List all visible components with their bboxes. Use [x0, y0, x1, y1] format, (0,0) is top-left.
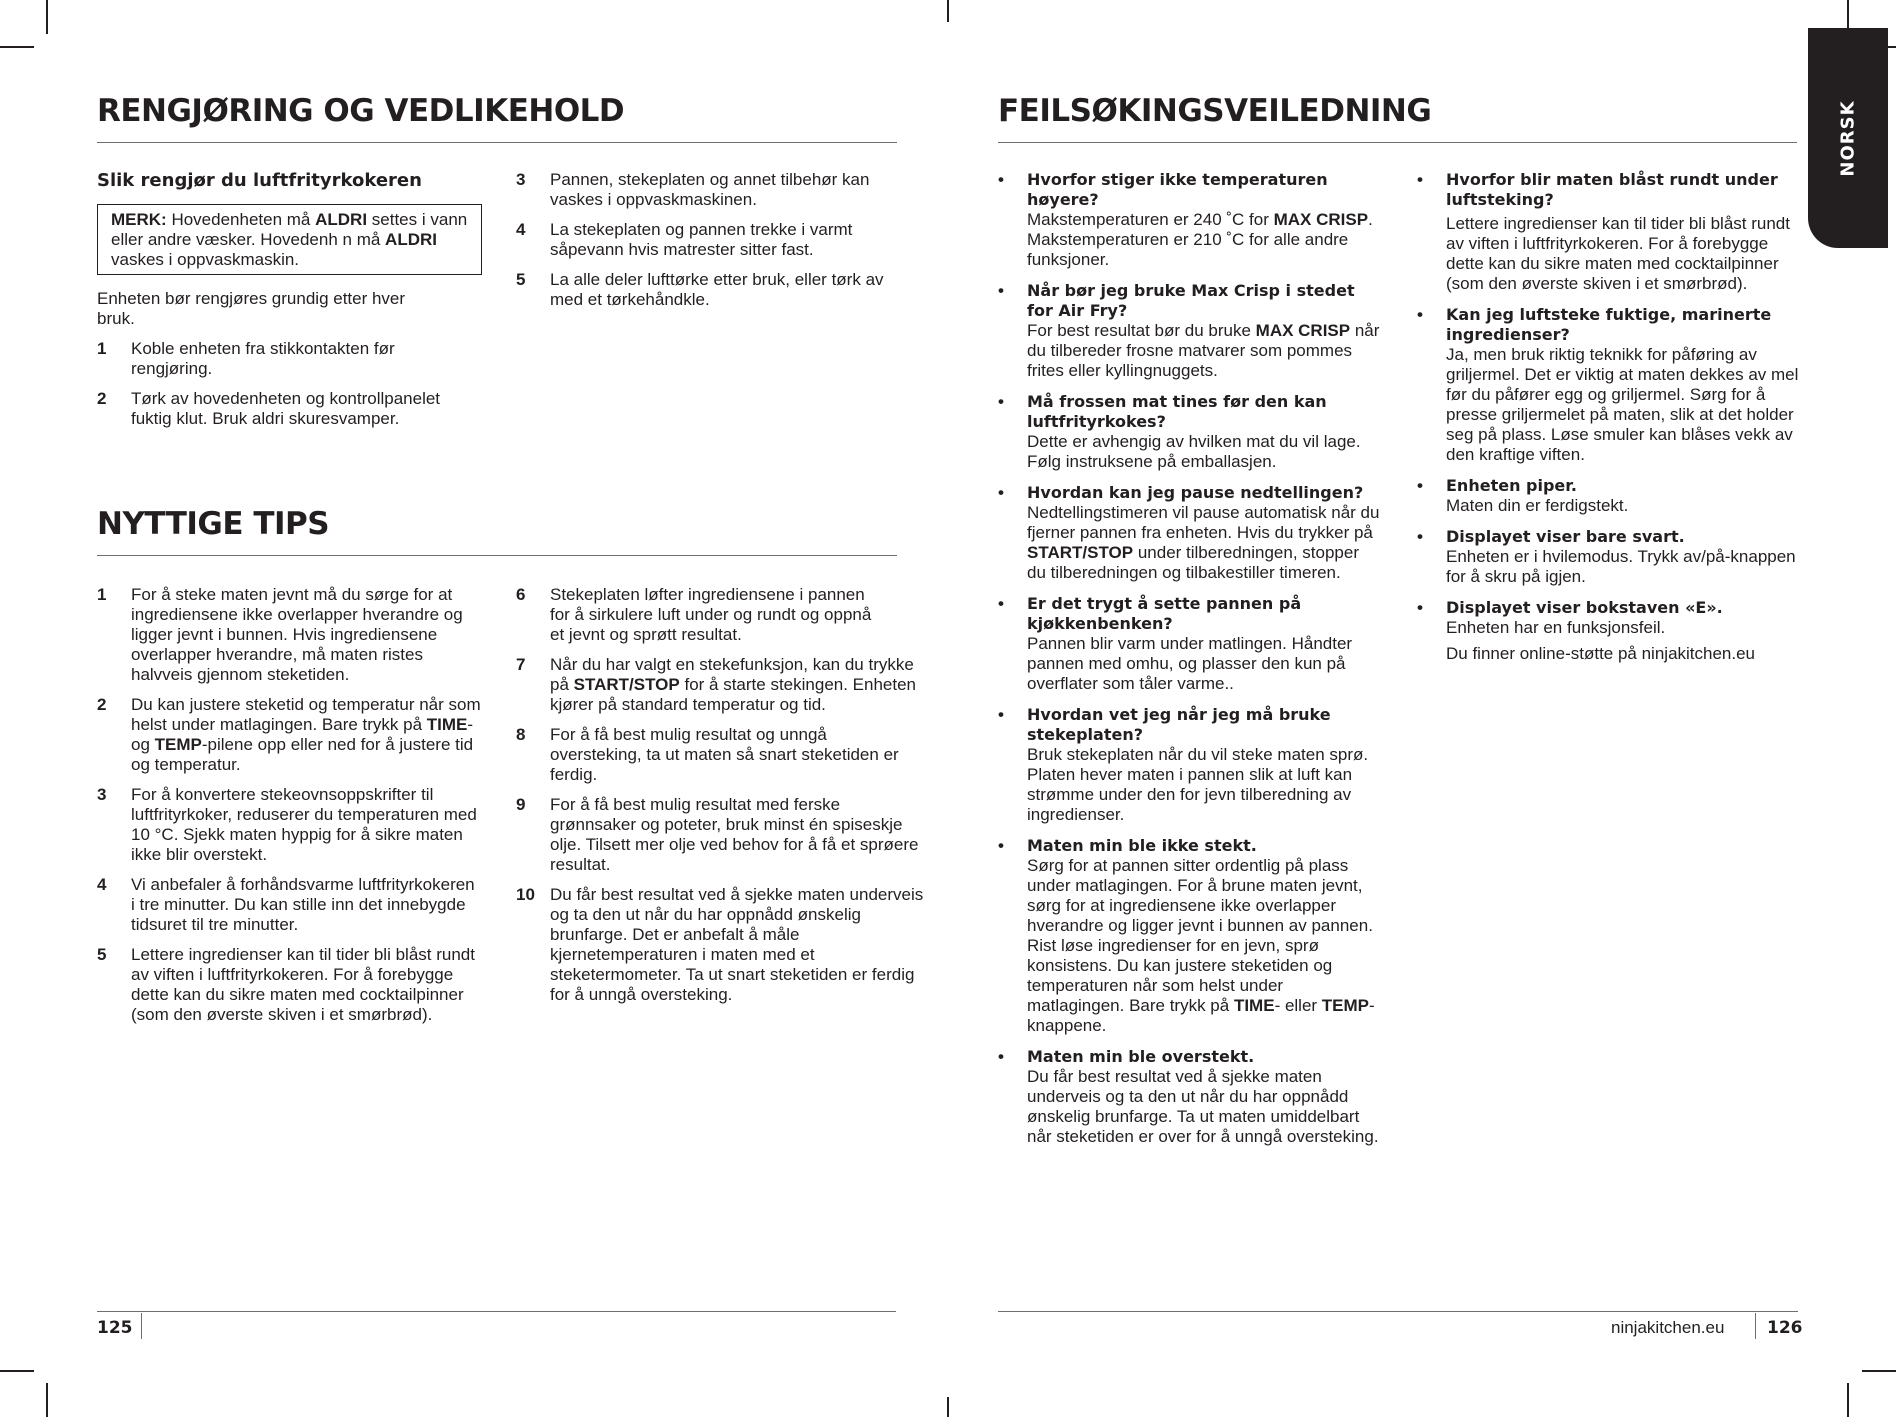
note-bold: ALDRI: [385, 230, 437, 249]
note-text: settes i vann eller andre væsker. Hovedenh n må: [111, 210, 468, 249]
answer-bold: MAX CRISP: [1273, 210, 1369, 229]
step-text: La alle deler lufttørke etter bruk, eller tørk av med et tørkehåndkle.: [550, 270, 884, 309]
answer-bold: START/STOP: [1027, 543, 1134, 562]
tip-text: Stekeplaten løfter ingrediensene i pannen for å sirkulere luft under og rundt og oppnå et jevnt og sprøtt resultat.: [550, 585, 872, 644]
note-text: Hovedenheten må: [166, 210, 316, 229]
answer-text: -knappene.: [1027, 996, 1375, 1035]
tip-number: 10: [516, 885, 535, 904]
faq-answer: Maten din er ferdigstekt.: [1446, 496, 1629, 515]
step-text: La stekeplaten og pannen trekke i varmt såpevann hvis matrester sitter fast.: [550, 220, 853, 259]
tip-number: 4: [97, 875, 107, 894]
bullet: •: [998, 392, 1004, 411]
faq-question: Hvordan vet jeg når jeg må bruke stekeplaten?: [1027, 705, 1331, 744]
faq-question: Hvordan kan jeg pause nedtellingen?: [1027, 483, 1364, 502]
cleaning-step: [516, 170, 900, 210]
crop-mark: [46, 1383, 48, 1417]
tip-text: For å konvertere stekeovnsoppskrifter til luftfrityrkoker, reduserer du temperaturen med 10 °C. Sjekk maten hyppig for å sikre maten ikke blir overstekt.: [131, 785, 477, 864]
tip-text: For å få best mulig resultat og unngå oversteking, ta ut maten så snart steketiden er ferdig.: [550, 725, 899, 784]
faq-answer: Ja, men bruk riktig teknikk for påføring av griljermel. Det er viktig at maten dekkes av mel før du påfører egg og griljermel. Sørg for å presse griljermelet på maten, slik at det holder seg på plass. Løse smuler kan blåses vekk av den kraftige viften.: [1446, 345, 1799, 464]
tip-item: [97, 695, 487, 775]
tip-number: 8: [516, 725, 526, 744]
tip-text: Lettere ingredienser kan til tider bli blåst rundt av viften i luftfrityrkokeren. For å forebygge dette kan du sikre maten med cocktailpinner (som den øverste skiven i et smørbrød).: [131, 945, 475, 1024]
faq-item: [1417, 527, 1802, 587]
language-tab-label: NORSK: [1837, 99, 1859, 177]
tip-item: [516, 725, 920, 785]
faq-answer: Lettere ingredienser kan til tider bli blåst rundt av viften i luftfrityrkokeren. For å forebygge dette kan du sikre maten med cocktailpinner (som den øverste skiven i et smørbrød).: [1446, 214, 1790, 293]
cleaning-title-rule: [97, 142, 897, 143]
crop-mark: [0, 46, 34, 48]
troubleshooting-title-rule: [998, 142, 1797, 143]
crop-mark: [947, 0, 949, 22]
tip-number: 2: [97, 695, 107, 714]
faq-answer: [1027, 321, 1381, 381]
tip-item: [97, 945, 491, 1025]
bullet: •: [1417, 305, 1423, 324]
faq-answer: [1027, 210, 1381, 270]
faq-item: [998, 836, 1381, 1036]
faq-item: [998, 705, 1381, 825]
faq-answer: Enheten har en funksjonsfeil.: [1446, 618, 1666, 637]
faq-answer: Enheten er i hvilemodus. Trykk av/på-knappen for å skru på igjen.: [1446, 547, 1796, 586]
left-footer-divider: [141, 1313, 142, 1339]
faq-answer: Pannen blir varm under matlingen. Håndter pannen med omhu, og plasser den kun på overflater som tåler varme..: [1027, 634, 1353, 693]
troubleshooting-col-1: [998, 170, 1381, 1158]
right-page-number: 126: [1767, 1318, 1803, 1338]
step-text: Pannen, stekeplaten og annet tilbehør kan vaskes i oppvaskmaskinen.: [550, 170, 870, 209]
faq-question: Maten min ble overstekt.: [1027, 1047, 1255, 1066]
faq-question: Når bør jeg bruke Max Crisp i stedet for Air Fry?: [1027, 281, 1355, 320]
answer-text: når du tilbereder frosne matvarer som pommes frites eller kyllingnuggets.: [1027, 321, 1380, 380]
faq-item: [1417, 598, 1802, 664]
tip-text: for å starte stekingen. Enheten kjører på standard temperatur og tid.: [550, 675, 917, 714]
step-number: 1: [97, 339, 107, 358]
answer-bold: MAX CRISP: [1255, 321, 1351, 340]
right-footer-divider: [1755, 1313, 1756, 1339]
tip-text: For å steke maten jevnt må du sørge for at ingrediensene ikke overlapper hverandre og ligger jevnt i bunnen. Hvis ingrediensene overlapper hverandre, må maten ristes halvveis gjennom steketiden.: [131, 585, 463, 684]
tip-number: 3: [97, 785, 107, 804]
tips-title-rule: [97, 555, 897, 556]
tip-bold: TEMP: [154, 735, 202, 754]
bullet: •: [998, 1047, 1004, 1066]
tip-item: [97, 875, 481, 935]
faq-question: Maten min ble ikke stekt.: [1027, 836, 1257, 855]
step-number: 5: [516, 270, 526, 289]
bullet: •: [1417, 170, 1423, 189]
cleaning-col-2: [516, 170, 896, 320]
tip-text: -pilene opp eller ned for å justere tid og temperatur.: [131, 735, 474, 774]
cleaning-step: [97, 389, 481, 429]
bullet: •: [1417, 598, 1423, 617]
answer-text: - eller: [1274, 996, 1322, 1015]
tip-item: [516, 585, 880, 645]
tip-text: - og: [131, 715, 474, 754]
faq-item: [998, 170, 1381, 270]
crop-mark: [947, 1397, 949, 1417]
faq-item: [998, 483, 1381, 583]
tip-number: 5: [97, 945, 107, 964]
bullet: •: [998, 594, 1004, 613]
faq-question: Må frossen mat tines før den kan luftfrityrkokes?: [1027, 392, 1327, 431]
faq-item: [1417, 170, 1802, 294]
answer-bold: TIME: [1233, 996, 1275, 1015]
tip-item: [516, 885, 930, 1005]
troubleshooting-title: FEILSØKINGSVEILEDNING: [998, 93, 1432, 129]
tip-item: [97, 785, 481, 865]
tip-text: Vi anbefaler å forhåndsvarme luftfrityrkokeren i tre minutter. Du kan stille inn det innebygde tidsuret til tre minutter.: [131, 875, 475, 934]
cleaning-step: [97, 339, 451, 379]
faq-item: [998, 594, 1381, 694]
answer-text: For best resultat bør du bruke: [1027, 321, 1256, 340]
tips-col-2: [516, 585, 924, 1015]
footer-site: ninjakitchen.eu: [1611, 1318, 1725, 1337]
tip-text: Du kan justere steketid og temperatur når som helst under matlagingen. Bare trykk på: [131, 695, 481, 734]
tip-number: 9: [516, 795, 526, 814]
faq-item: [1417, 305, 1802, 465]
bullet: •: [998, 483, 1004, 502]
bullet: •: [1417, 476, 1423, 495]
cleaning-intro: Enheten bør rengjøres grundig etter hver bruk.: [97, 289, 406, 328]
crop-mark: [46, 0, 48, 34]
troubleshooting-col-2: [1417, 170, 1802, 675]
tip-text: Når du har valgt en stekefunksjon, kan du trykke på: [550, 655, 914, 694]
tip-item: [516, 655, 920, 715]
crop-mark: [0, 1370, 34, 1372]
bullet: •: [998, 170, 1004, 189]
faq-answer: [1027, 856, 1381, 1036]
answer-text: Makstemperaturen er 240 ˚C for: [1027, 210, 1274, 229]
faq-question: Hvorfor blir maten blåst rundt under luftsteking?: [1446, 170, 1778, 209]
faq-question: Er det trygt å sette pannen på kjøkkenbenken?: [1027, 594, 1302, 633]
step-number: 2: [97, 389, 107, 408]
bullet: •: [998, 705, 1004, 724]
tip-item: [97, 585, 487, 685]
answer-text: Nedtellingstimeren vil pause automatisk når du fjerner pannen fra enheten. Hvis du trykker på: [1027, 503, 1380, 542]
crop-mark: [1847, 1383, 1849, 1417]
faq-question: Displayet viser bare svart.: [1446, 527, 1685, 546]
cleaning-step: [516, 270, 900, 310]
faq-item: [998, 392, 1381, 472]
online-support-note: Du finner online-støtte på ninjakitchen.eu: [1446, 644, 1756, 663]
crop-mark: [1862, 1370, 1896, 1372]
note-lead: MERK:: [111, 210, 167, 229]
step-number: 4: [516, 220, 526, 239]
step-text: Koble enheten fra stikkontakten før rengjøring.: [131, 339, 395, 378]
bullet: •: [998, 281, 1004, 300]
tips-title: NYTTIGE TIPS: [97, 506, 330, 542]
faq-item: [1417, 476, 1802, 516]
faq-question: Displayet viser bokstaven «E».: [1446, 598, 1723, 617]
step-text: Tørk av hovedenheten og kontrollpanelet fuktig klut. Bruk aldri skuresvamper.: [131, 389, 441, 428]
faq-question: Enheten piper.: [1446, 476, 1577, 495]
left-footer-rule: [97, 1311, 896, 1312]
faq-question: Kan jeg luftsteke fuktige, marinerte ingredienser?: [1446, 305, 1772, 344]
bullet: •: [998, 836, 1004, 855]
cleaning-subtitle: Slik rengjør du luftfrityrkokeren: [97, 170, 422, 191]
faq-answer: Dette er avhengig av hvilken mat du vil lage. Følg instruksene på emballasjen.: [1027, 432, 1361, 471]
faq-item: [998, 281, 1381, 381]
tip-item: [516, 795, 920, 875]
tip-number: 7: [516, 655, 526, 674]
cleaning-step: [516, 220, 900, 260]
language-tab-label-wrap: [1808, 28, 1888, 248]
faq-answer: Bruk stekeplaten når du vil steke maten sprø. Platen hever maten i pannen slik at luft kan strømme under den for jevn tilberedning av ingredienser.: [1027, 745, 1369, 824]
tip-bold: TIME: [426, 715, 468, 734]
cleaning-title: RENGJØRING OG VEDLIKEHOLD: [97, 93, 625, 129]
tip-text: Du får best resultat ved å sjekke maten underveis og ta den ut når du har oppnådd ønskelig brunfarge. Det er anbefalt å måle kjernetemperaturen i maten med et steketermometer. Ta ut snart steketiden er ferdig for å unngå oversteking.: [550, 885, 924, 1004]
faq-question: Hvorfor stiger ikke temperaturen høyere?: [1027, 170, 1328, 209]
faq-answer: [1027, 503, 1381, 583]
answer-bold: TEMP: [1321, 996, 1370, 1015]
faq-item: [998, 1047, 1381, 1147]
left-page-number: 125: [97, 1318, 133, 1338]
note-text: vaskes i oppvaskmaskin.: [111, 250, 300, 269]
tip-number: 1: [97, 585, 107, 604]
tip-text: For å få best mulig resultat med ferske grønnsaker og poteter, bruk minst én spiseskje olje. Tilsett mer olje ved behov for å få et sprøere resultat.: [550, 795, 919, 874]
note-box: [97, 204, 482, 275]
cleaning-col-1: [97, 170, 482, 439]
note-bold: ALDRI: [315, 210, 368, 229]
step-number: 3: [516, 170, 526, 189]
bullet: •: [1417, 527, 1423, 546]
faq-answer: Du får best resultat ved å sjekke maten underveis og ta den ut når du har oppnådd ønskelig brunfarge. Ta ut maten umiddelbart når steketiden er over for å unngå oversteking.: [1027, 1067, 1379, 1146]
answer-text: Sørg for at pannen sitter ordentlig på plass under matlagingen. For å brune maten jevnt, sørg for at ingrediensene ikke overlapper hverandre og ligger jevnt i bunnen av pannen. Rist løse ingredienser for en jevn, sprø konsistens. Du kan justere steketiden og temperaturen når som helst under matlagingen. Bare trykk på: [1027, 856, 1373, 1015]
right-footer-rule: [998, 1311, 1798, 1312]
tip-bold: START/STOP: [573, 675, 680, 694]
answer-text: under tilberedningen, stopper du tilberedningen og tilbakestiller timeren.: [1027, 543, 1359, 582]
tips-col-1: [97, 585, 487, 1035]
tip-number: 6: [516, 585, 526, 604]
answer-text: . Makstemperaturen er 210 ˚C for alle andre funksjoner.: [1027, 210, 1373, 269]
